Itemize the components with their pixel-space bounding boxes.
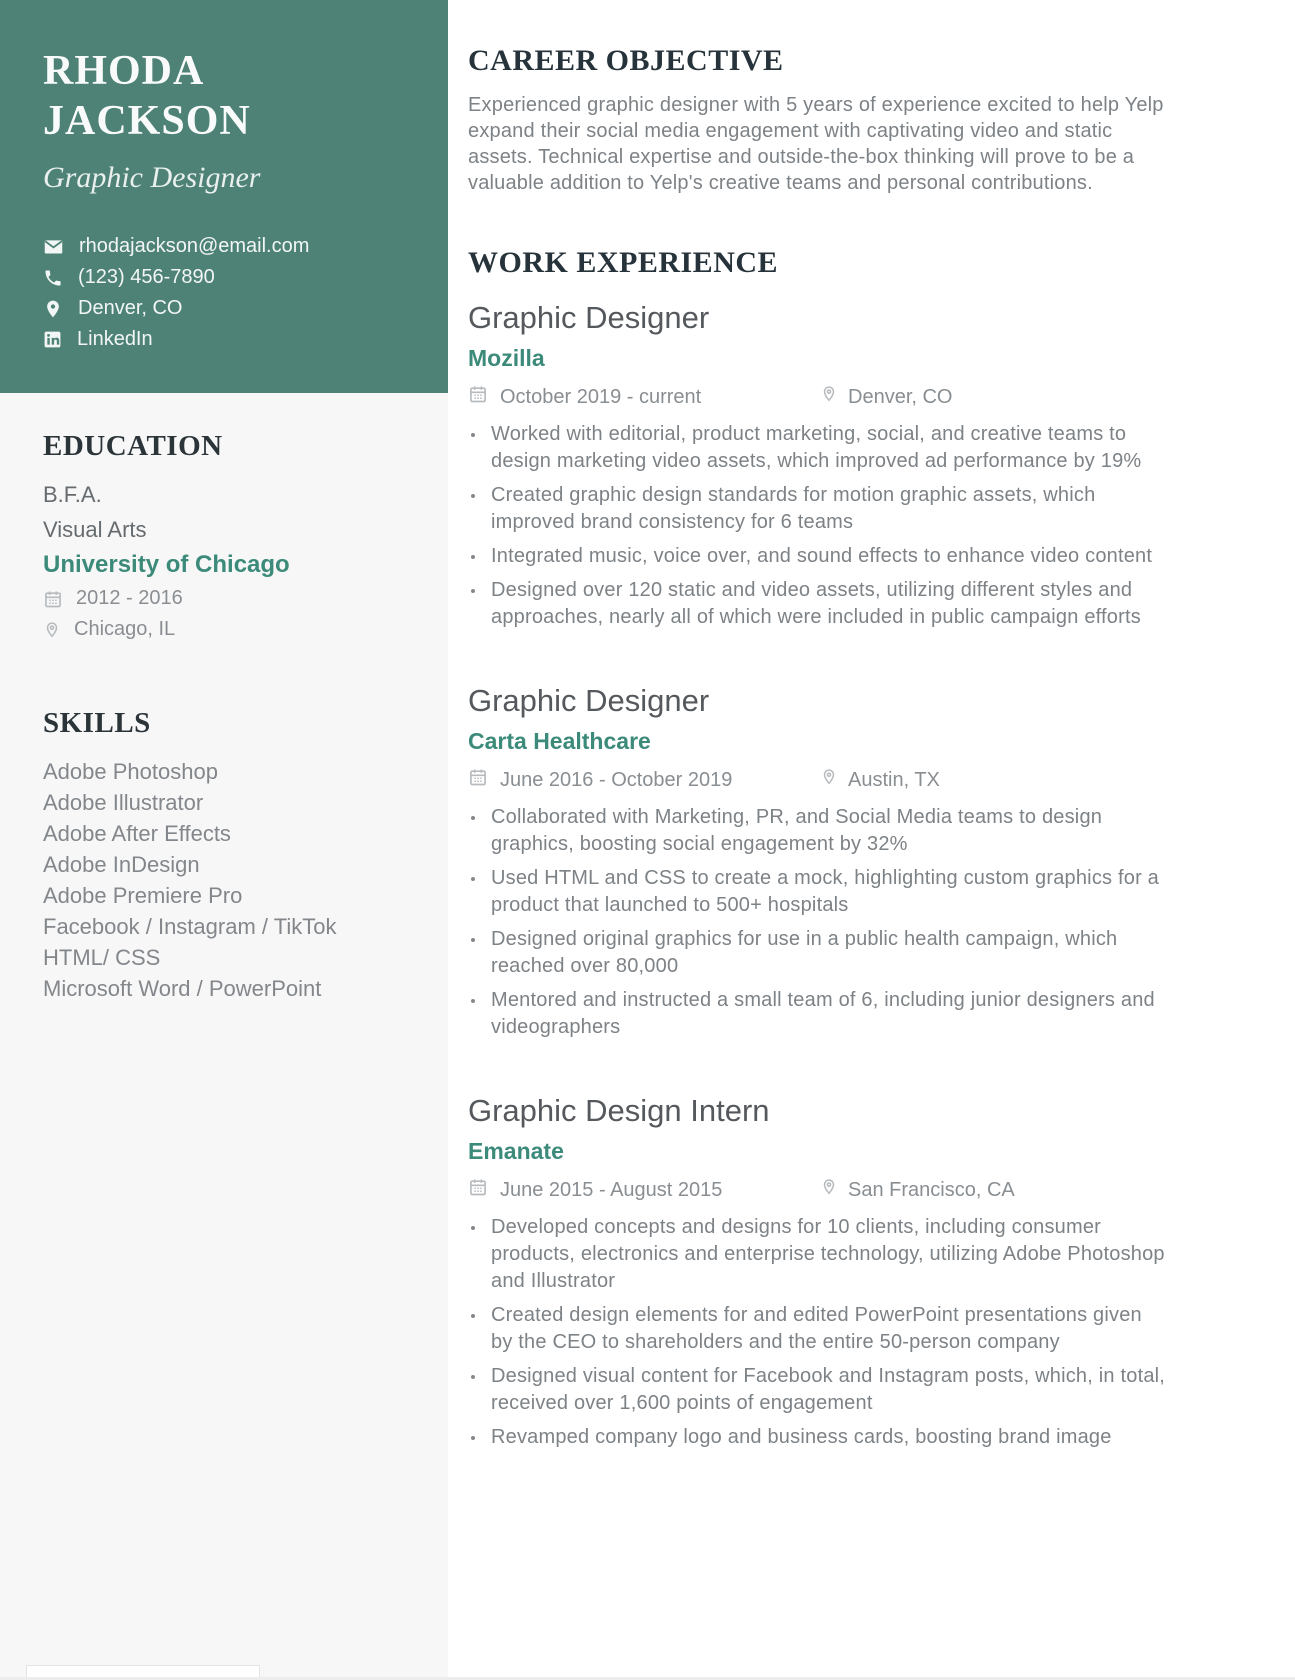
work-experience-heading: WORK EXPERIENCE <box>468 246 779 279</box>
skill-item: Adobe Premiere Pro <box>43 883 243 908</box>
job-dates <box>468 767 820 793</box>
contact-linkedin[interactable] <box>43 324 414 355</box>
job-location <box>820 1178 1015 1202</box>
job-entry-carta-healthcare <box>468 683 1167 1041</box>
sidebar-header <box>0 0 448 393</box>
job-meta-row <box>468 1177 1167 1203</box>
skill-item: Adobe Photoshop <box>43 759 218 784</box>
job-entry-mozilla <box>468 300 1167 631</box>
location-icon <box>820 1178 838 1202</box>
location-icon <box>820 768 838 792</box>
job-bullet: Designed original graphics for use in a public health campaign, which reached over 80,000 <box>468 926 1167 980</box>
contact-location-text: Denver, CO <box>78 297 183 319</box>
job-bullet: Developed concepts and designs for 10 clients, including consumer products, electronics and enterprise technology, utilizing Adobe Photoshop and Illustrator <box>468 1214 1167 1295</box>
job-bullet: Created design elements for and edited PowerPoint presentations given by the CEO to shareholders and the entire 50-person company <box>468 1302 1167 1356</box>
career-objective-heading: CAREER OBJECTIVE <box>468 44 784 77</box>
skill-item: Adobe After Effects <box>43 821 231 846</box>
main-column <box>448 0 1295 1680</box>
linkedin-icon <box>43 330 62 349</box>
location-icon <box>820 385 838 409</box>
education-degree: B.F.A. <box>43 482 102 507</box>
candidate-name-line1: RHODA <box>43 48 205 94</box>
contact-phone-text: (123) 456-7890 <box>78 266 215 288</box>
skill-item: Adobe Illustrator <box>43 790 204 815</box>
sidebar-body <box>0 393 448 1004</box>
job-bullet: Created graphic design standards for motion graphic assets, which improved brand consistency for 6 teams <box>468 482 1167 536</box>
job-dates <box>468 384 820 410</box>
calendar-icon <box>468 767 488 793</box>
career-objective-text: Experienced graphic designer with 5 years of experience excited to help Yelp expand their social media engagement with captivating video and static assets. Technical expertise and outside-the-box thinking will prove to be a valuable addition to Yelp's creative teams and personal contributions. <box>468 94 1164 194</box>
contact-list <box>43 231 414 355</box>
skill-item: HTML/ CSS <box>43 945 161 970</box>
job-company: Emanate <box>468 1138 564 1164</box>
job-dates <box>468 1177 820 1203</box>
skills-section <box>43 707 418 1004</box>
job-dates-text: June 2015 - August 2015 <box>500 1178 723 1201</box>
education-heading: EDUCATION <box>43 430 223 462</box>
job-dates-text: June 2016 - October 2019 <box>500 768 733 791</box>
candidate-headline: Graphic Designer <box>43 161 261 194</box>
phone-icon <box>43 268 63 288</box>
location-icon <box>43 299 63 319</box>
contact-email-text: rhodajackson@email.com <box>79 235 310 257</box>
calendar-icon <box>468 1177 488 1203</box>
education-location <box>43 614 418 645</box>
education-location-text: Chicago, IL <box>74 618 176 640</box>
job-location-text: San Francisco, CA <box>848 1178 1015 1201</box>
job-meta-row <box>468 384 1167 410</box>
education-dates <box>43 583 418 614</box>
candidate-name <box>43 46 414 146</box>
job-bullet: Integrated music, voice over, and sound effects to enhance video content <box>468 543 1167 570</box>
education-dates-text: 2012 - 2016 <box>76 587 183 609</box>
job-bullets <box>468 1214 1167 1451</box>
job-title: Graphic Designer <box>468 683 710 718</box>
email-icon <box>43 236 64 257</box>
job-bullet: Used HTML and CSS to create a mock, highlighting custom graphics for a product that launched to 500+ hospitals <box>468 865 1167 919</box>
job-company: Mozilla <box>468 345 545 371</box>
skills-list <box>43 756 418 1004</box>
job-dates-text: October 2019 - current <box>500 385 702 408</box>
job-bullet: Designed visual content for Facebook and Instagram posts, which, in total, received over 1,600 points of engagement <box>468 1363 1167 1417</box>
job-meta-row <box>468 767 1167 793</box>
job-title: Graphic Design Intern <box>468 1093 770 1128</box>
job-location-text: Austin, TX <box>848 768 940 791</box>
job-location <box>820 768 940 792</box>
job-bullets <box>468 804 1167 1041</box>
skills-heading: SKILLS <box>43 707 151 739</box>
skill-item: Adobe InDesign <box>43 852 200 877</box>
skill-item: Facebook / Instagram / TikTok <box>43 914 337 939</box>
job-company: Carta Healthcare <box>468 728 651 754</box>
education-school: University of Chicago <box>43 551 290 578</box>
location-icon <box>43 621 61 639</box>
job-bullet: Designed over 120 static and video assets, utilizing different styles and approaches, nearly all of which were included in public campaign efforts <box>468 577 1167 631</box>
candidate-name-line2: JACKSON <box>43 98 251 144</box>
job-bullets <box>468 421 1167 631</box>
sidebar <box>0 0 448 1680</box>
job-bullet: Worked with editorial, product marketing, social, and creative teams to design marketing video assets, which improved ad performance by 19% <box>468 421 1167 475</box>
job-bullet: Collaborated with Marketing, PR, and Social Media teams to design graphics, boosting social engagement by 32% <box>468 804 1167 858</box>
skill-item: Microsoft Word / PowerPoint <box>43 976 322 1001</box>
calendar-icon <box>43 589 63 609</box>
job-location <box>820 385 952 409</box>
job-location-text: Denver, CO <box>848 385 953 408</box>
calendar-icon <box>468 384 488 410</box>
job-bullet: Mentored and instructed a small team of 6, including junior designers and videographers <box>468 987 1167 1041</box>
job-bullet: Revamped company logo and business cards, boosting brand image <box>468 1424 1167 1451</box>
contact-phone <box>43 262 414 293</box>
job-entry-emanate <box>468 1093 1167 1451</box>
job-title: Graphic Designer <box>468 300 710 335</box>
contact-location <box>43 293 414 324</box>
contact-email <box>43 231 414 262</box>
education-field: Visual Arts <box>43 517 147 542</box>
contact-linkedin-text: LinkedIn <box>77 328 153 350</box>
